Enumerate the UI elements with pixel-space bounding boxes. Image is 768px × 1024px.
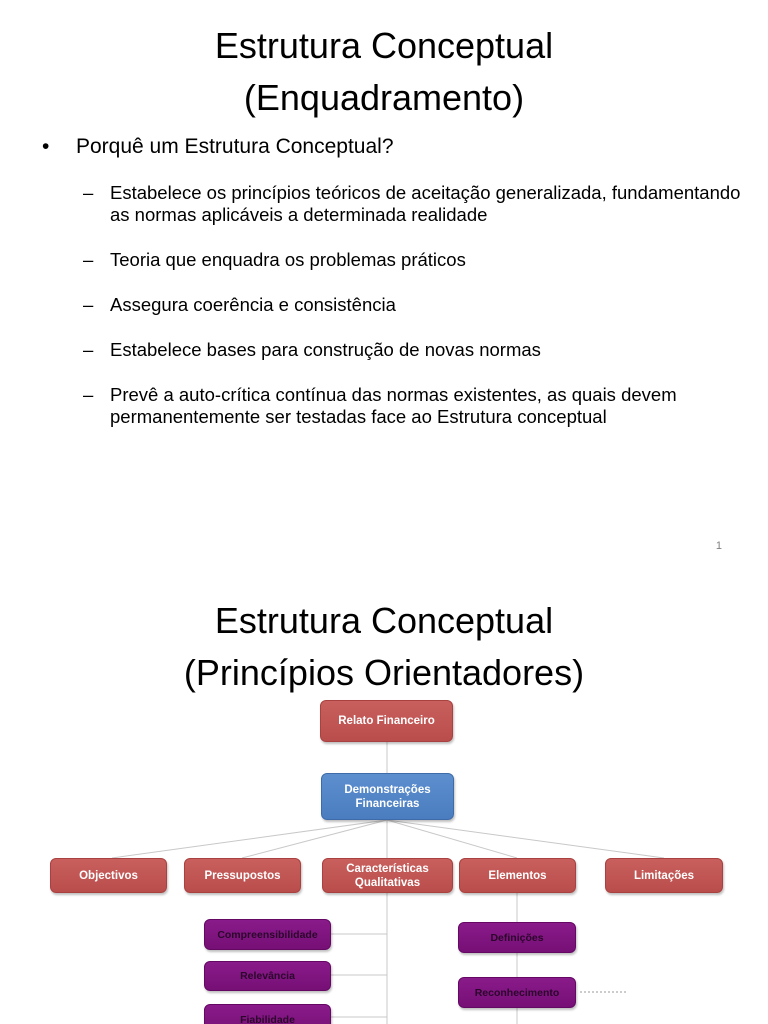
sub-bullet-list xyxy=(42,182,742,428)
node-qualitative-characteristics: Características Qualitativas xyxy=(322,858,453,893)
slide-2-title-line-2: (Princípios Orientadores) xyxy=(183,652,585,693)
connector-to-elements xyxy=(387,820,517,858)
node-limitations: Limitações xyxy=(605,858,723,893)
dash-icon: – xyxy=(83,249,94,270)
slide-1-title-line-2: (Enquadramento) xyxy=(243,77,525,118)
connector-to-limitations xyxy=(387,820,664,858)
dash-icon: – xyxy=(83,384,94,405)
sub-bullet-item xyxy=(83,294,742,316)
node-financial-reporting: Relato Financeiro xyxy=(320,700,453,742)
sub-bullet-item xyxy=(83,339,742,361)
dash-icon: – xyxy=(83,294,94,315)
slide-1-title xyxy=(0,20,768,124)
sub-bullet-text: Prevê a auto-crítica contínua das normas existentes, as quais devem permanentemente ser testadas face ao Estrutura conceptual xyxy=(110,384,677,427)
dash-icon: – xyxy=(83,182,94,203)
slide-2-title-line-1: Estrutura Conceptual xyxy=(214,600,554,641)
sub-bullet-text: Estabelece bases para construção de novas normas xyxy=(110,339,541,360)
node-financial-statements: Demonstrações Financeiras xyxy=(321,773,454,820)
node-reliability: Fiabilidade xyxy=(204,1004,331,1024)
connector-to-objectives xyxy=(112,820,387,858)
slide-1-bullet-list xyxy=(42,134,742,428)
node-assumptions: Pressupostos xyxy=(184,858,301,893)
bullet-icon: • xyxy=(42,135,50,158)
slide-2 xyxy=(0,575,768,1024)
node-objectives: Objectivos xyxy=(50,858,167,893)
sub-bullet-text: Assegura coerência e consistência xyxy=(110,294,396,315)
sub-bullet-item xyxy=(83,249,742,271)
sub-bullet-item xyxy=(83,182,742,226)
dash-icon: – xyxy=(83,339,94,360)
connector-to-assumptions xyxy=(242,820,387,858)
node-recognition: Reconhecimento xyxy=(458,977,576,1008)
slide-1-title-line-1: Estrutura Conceptual xyxy=(214,25,554,66)
node-relevance: Relevância xyxy=(204,961,331,991)
sub-bullet-text: Teoria que enquadra os problemas práticos xyxy=(110,249,466,270)
sub-bullet-item xyxy=(83,384,742,428)
sub-bullet-text: Estabelece os princípios teóricos de aceitação generalizada, fundamentando as normas aplicáveis a determinada realidade xyxy=(110,182,741,225)
node-comprehensibility: Compreensibilidade xyxy=(204,919,331,950)
main-bullet xyxy=(42,134,742,428)
node-elements: Elementos xyxy=(459,858,576,893)
node-definitions: Definições xyxy=(458,922,576,953)
main-bullet-text: Porquê um Estrutura Conceptual? xyxy=(76,135,394,158)
page-number: 1 xyxy=(715,540,722,552)
